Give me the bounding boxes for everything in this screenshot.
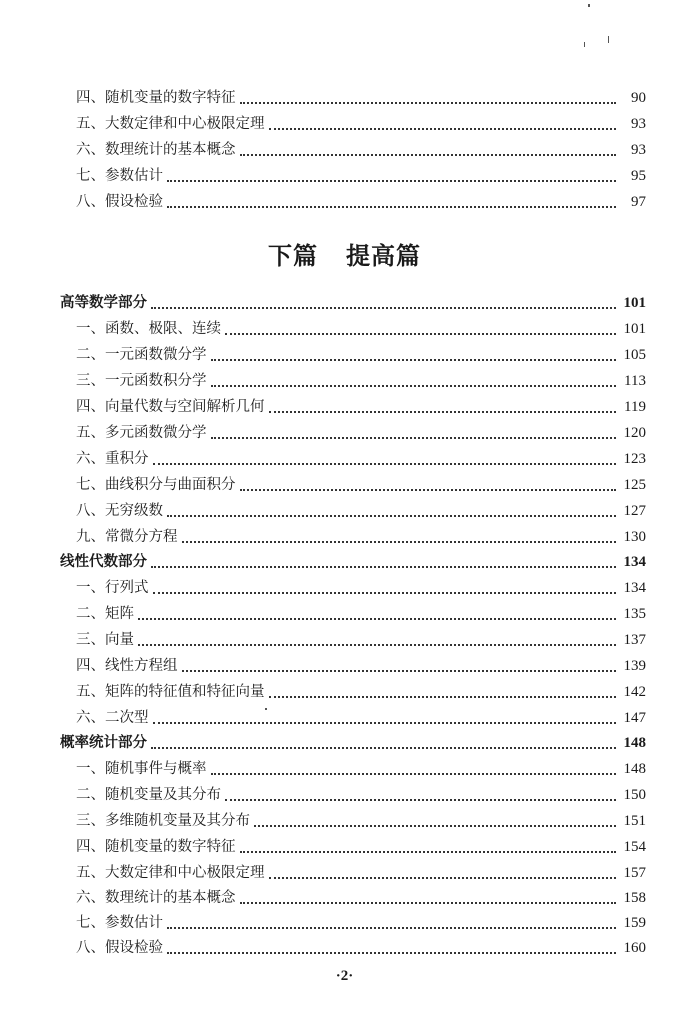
toc-entry-page: 119 bbox=[624, 398, 646, 415]
toc-section-title: 线性代数部分 bbox=[60, 552, 147, 570]
toc-entry-title: 八、假设检验 bbox=[76, 939, 163, 956]
dot-leader bbox=[153, 721, 617, 724]
toc-section-title: 高等数学部分 bbox=[60, 293, 147, 311]
toc-entry[interactable] bbox=[0, 628, 689, 652]
toc-entry-page: 101 bbox=[623, 320, 646, 337]
scan-speck bbox=[608, 36, 609, 43]
toc-entry-title: 一、行列式 bbox=[76, 579, 149, 596]
toc-entry-title: 五、大数定律和中心极限定理 bbox=[76, 864, 265, 881]
dot-leader bbox=[211, 772, 617, 775]
toc-entry-page: 97 bbox=[631, 193, 646, 210]
dot-leader bbox=[269, 876, 617, 879]
toc-entry[interactable] bbox=[0, 602, 689, 626]
toc-entry-page: 135 bbox=[623, 605, 646, 622]
dot-leader bbox=[182, 540, 617, 543]
dot-leader bbox=[151, 565, 616, 568]
toc-entry[interactable] bbox=[0, 421, 689, 445]
dot-leader bbox=[225, 332, 616, 335]
toc-entry-page: 127 bbox=[623, 502, 646, 519]
toc-section-page: 148 bbox=[623, 734, 646, 751]
part-label: 下篇 bbox=[268, 242, 318, 270]
dot-leader bbox=[153, 591, 617, 594]
dot-leader bbox=[211, 384, 617, 387]
toc-entry[interactable] bbox=[0, 473, 689, 497]
toc-entry-page: 148 bbox=[623, 760, 646, 777]
dot-leader bbox=[138, 643, 616, 646]
toc-entry[interactable] bbox=[0, 369, 689, 393]
toc-entry-page: 93 bbox=[631, 141, 646, 158]
toc-entry-page: 159 bbox=[623, 914, 646, 931]
toc-entry-page: 120 bbox=[623, 424, 646, 441]
dot-leader bbox=[211, 436, 617, 439]
dot-leader bbox=[269, 127, 617, 130]
toc-entry[interactable] bbox=[0, 86, 689, 110]
toc-entry-page: 160 bbox=[623, 939, 646, 956]
toc-entry-page: 105 bbox=[623, 346, 646, 363]
dot-leader bbox=[240, 850, 617, 853]
toc-entry-title: 三、一元函数积分学 bbox=[76, 372, 207, 389]
toc-entry-page: 154 bbox=[623, 838, 646, 855]
toc-entry-title: 六、数理统计的基本概念 bbox=[76, 889, 236, 906]
toc-entry[interactable] bbox=[0, 757, 689, 781]
scan-speck bbox=[265, 708, 267, 710]
toc-entry[interactable] bbox=[0, 112, 689, 136]
toc-entry-title: 六、二次型 bbox=[76, 709, 149, 726]
toc-entry-page: 158 bbox=[623, 889, 646, 906]
dot-leader bbox=[153, 462, 617, 465]
dot-leader bbox=[240, 901, 617, 904]
toc-entry-title: 七、曲线积分与曲面积分 bbox=[76, 476, 236, 493]
toc-entry-title: 四、向量代数与空间解析几何 bbox=[76, 398, 265, 415]
toc-entry-title: 六、重积分 bbox=[76, 450, 149, 467]
toc-entry[interactable] bbox=[0, 654, 689, 678]
dot-leader bbox=[167, 951, 616, 954]
dot-leader bbox=[254, 824, 616, 827]
toc-entry-page: 123 bbox=[623, 450, 646, 467]
toc-entry-page: 137 bbox=[623, 631, 646, 648]
toc-entry[interactable] bbox=[0, 680, 689, 704]
toc-section[interactable] bbox=[0, 731, 689, 755]
toc-entry[interactable] bbox=[0, 706, 689, 730]
dot-leader bbox=[182, 669, 617, 672]
toc-entry-title: 一、函数、极限、连续 bbox=[76, 320, 221, 337]
dot-leader bbox=[151, 306, 616, 309]
toc-entry[interactable] bbox=[0, 861, 689, 885]
toc-entry-page: 93 bbox=[631, 115, 646, 132]
toc-entry-page: 95 bbox=[631, 167, 646, 184]
toc-entry-title: 五、矩阵的特征值和特征向量 bbox=[76, 683, 265, 700]
toc-section-page: 134 bbox=[623, 553, 646, 570]
toc-entry[interactable] bbox=[0, 911, 689, 935]
toc-entry-title: 五、多元函数微分学 bbox=[76, 424, 207, 441]
toc-entry-title: 九、常微分方程 bbox=[76, 528, 178, 545]
dot-leader bbox=[240, 153, 617, 156]
toc-entry-title: 八、无穷级数 bbox=[76, 502, 163, 519]
toc-entry[interactable] bbox=[0, 343, 689, 367]
toc-entry-title: 六、数理统计的基本概念 bbox=[76, 141, 236, 158]
dot-leader bbox=[167, 926, 616, 929]
toc-entry-page: 151 bbox=[623, 812, 646, 829]
dot-leader bbox=[225, 798, 616, 801]
toc-entry-title: 七、参数估计 bbox=[76, 167, 163, 184]
toc-entry[interactable] bbox=[0, 164, 689, 188]
page-number: ·2· bbox=[335, 968, 354, 984]
toc-entry-page: 130 bbox=[623, 528, 646, 545]
toc-entry-page: 147 bbox=[623, 709, 646, 726]
toc-entry[interactable] bbox=[0, 447, 689, 471]
toc-entry[interactable] bbox=[0, 395, 689, 419]
dot-leader bbox=[138, 617, 616, 620]
toc-entry[interactable] bbox=[0, 138, 689, 162]
toc-entry-title: 七、参数估计 bbox=[76, 914, 163, 931]
part-title: 提高篇 bbox=[346, 242, 421, 270]
dot-leader bbox=[151, 746, 616, 749]
toc-entry[interactable] bbox=[0, 835, 689, 859]
toc-section[interactable] bbox=[0, 291, 689, 315]
dot-leader bbox=[167, 514, 616, 517]
toc-entry[interactable] bbox=[0, 499, 689, 523]
toc-entry-title: 一、随机事件与概率 bbox=[76, 760, 207, 777]
toc-entry-page: 150 bbox=[623, 786, 646, 803]
toc-entry-title: 四、随机变量的数字特征 bbox=[76, 89, 236, 106]
toc-entry[interactable] bbox=[0, 809, 689, 833]
toc-entry-page: 134 bbox=[623, 579, 646, 596]
toc-entry-page: 113 bbox=[624, 372, 646, 389]
toc-entry-title: 二、随机变量及其分布 bbox=[76, 786, 221, 803]
toc-entry[interactable] bbox=[0, 576, 689, 600]
toc-entry-title: 四、线性方程组 bbox=[76, 657, 178, 674]
toc-section[interactable] bbox=[0, 550, 689, 574]
toc-entry[interactable] bbox=[0, 525, 689, 549]
toc-entry-title: 五、大数定律和中心极限定理 bbox=[76, 115, 265, 132]
dot-leader bbox=[211, 358, 617, 361]
part-heading bbox=[0, 236, 689, 271]
toc-entry[interactable] bbox=[0, 783, 689, 807]
dot-leader bbox=[240, 488, 617, 491]
toc-entry-title: 三、向量 bbox=[76, 631, 134, 648]
scan-speck bbox=[588, 4, 590, 7]
toc-section-page: 101 bbox=[623, 294, 646, 311]
toc-entry-title: 四、随机变量的数字特征 bbox=[76, 838, 236, 855]
toc-entry[interactable] bbox=[0, 886, 689, 910]
toc-entry-page: 139 bbox=[623, 657, 646, 674]
toc-entry-title: 二、一元函数微分学 bbox=[76, 346, 207, 363]
toc-entry[interactable] bbox=[0, 936, 689, 960]
toc-entry-title: 三、多维随机变量及其分布 bbox=[76, 812, 250, 829]
toc-entry[interactable] bbox=[0, 190, 689, 214]
toc-entry-page: 90 bbox=[631, 89, 646, 106]
toc-entry-title: 八、假设检验 bbox=[76, 193, 163, 210]
scan-speck bbox=[584, 42, 585, 47]
toc-entry-title: 二、矩阵 bbox=[76, 605, 134, 622]
toc-entry-page: 157 bbox=[623, 864, 646, 881]
dot-leader bbox=[269, 695, 617, 698]
dot-leader bbox=[269, 410, 617, 413]
toc-entry-page: 142 bbox=[623, 683, 646, 700]
dot-leader bbox=[167, 179, 616, 182]
toc-entry[interactable] bbox=[0, 317, 689, 341]
dot-leader bbox=[240, 101, 617, 104]
toc-entry-page: 125 bbox=[623, 476, 646, 493]
dot-leader bbox=[167, 205, 616, 208]
toc-section-title: 概率统计部分 bbox=[60, 733, 147, 751]
